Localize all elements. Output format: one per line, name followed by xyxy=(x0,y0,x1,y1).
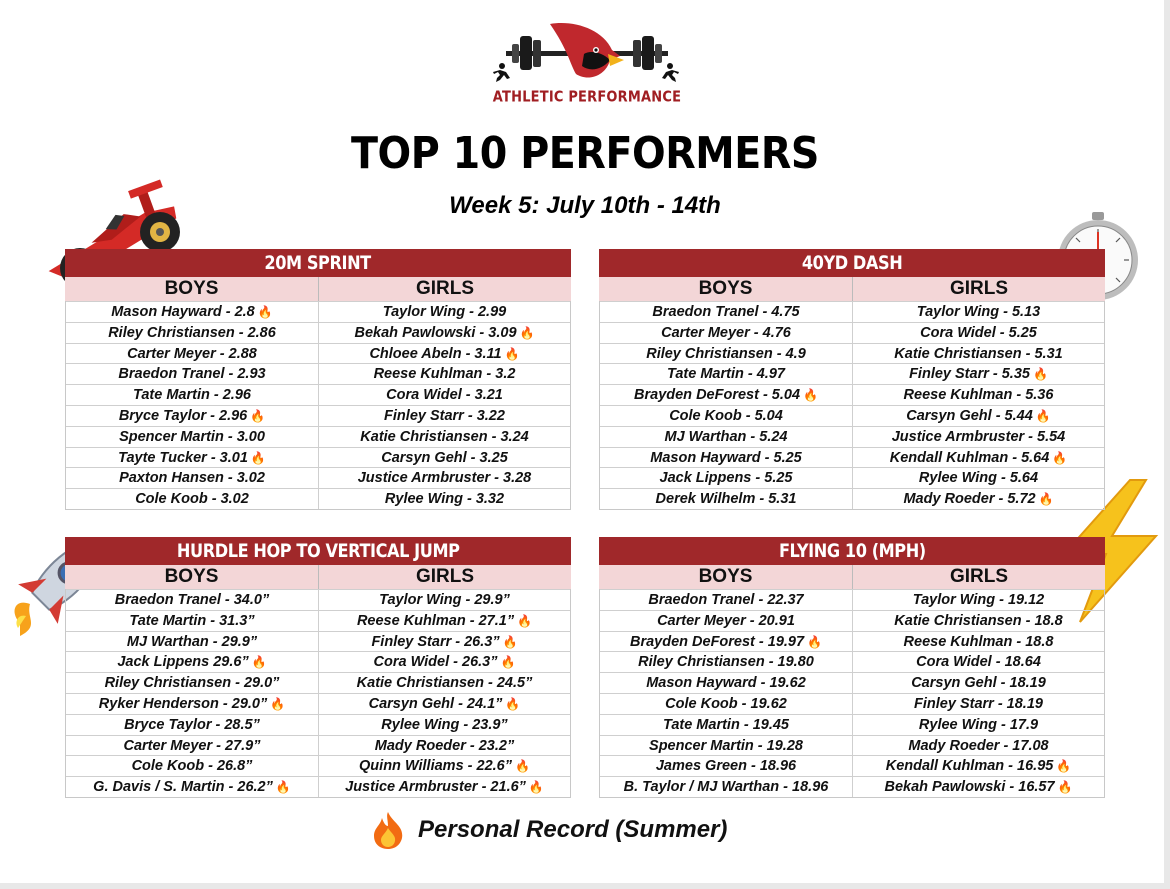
fire-icon xyxy=(370,810,406,850)
logo-text: ATHLETIC PERFORMANCE xyxy=(492,88,682,107)
boys-header: BOYS xyxy=(164,566,219,587)
athlete-result: Cole Koob - 3.02 xyxy=(135,491,249,508)
athlete-result: Cora Widel - 26.3” xyxy=(373,654,498,671)
athlete-result: Riley Christiansen - 4.9 xyxy=(646,345,806,362)
girls-cell xyxy=(852,673,1104,693)
athlete-result: Paxton Hansen - 3.02 xyxy=(119,470,265,487)
athlete-result: Tayte Tucker - 3.01 xyxy=(118,449,248,466)
fire-icon: 🔥 xyxy=(257,305,273,319)
fire-icon: 🔥 xyxy=(515,759,530,774)
girls-cell xyxy=(318,406,570,426)
girls-cell xyxy=(318,448,570,468)
fire-icon: 🔥 xyxy=(250,450,266,465)
column-headers xyxy=(599,565,1105,589)
athlete-result: Mason Hayward - 5.25 xyxy=(650,449,802,466)
athlete-result: Katie Christiansen - 18.8 xyxy=(894,612,1063,629)
athlete-result: Kendall Kuhlman - 5.64 xyxy=(889,449,1050,466)
girls-cell xyxy=(318,673,570,693)
boys-cell xyxy=(66,489,318,509)
column-headers xyxy=(65,277,571,301)
fire-icon: 🔥 xyxy=(1035,408,1051,423)
table-row xyxy=(66,672,570,693)
athlete-result: Reese Kuhlman - 3.2 xyxy=(373,366,516,383)
boys-cell xyxy=(600,756,852,776)
column-headers xyxy=(65,565,571,589)
athlete-result: Taylor Wing - 19.12 xyxy=(912,592,1045,608)
table-row xyxy=(66,405,570,426)
athlete-result: Bekah Pawlowski - 3.09 xyxy=(354,324,517,341)
girls-cell xyxy=(318,468,570,488)
athlete-result: Finley Starr - 18.19 xyxy=(914,695,1043,712)
table-row xyxy=(66,714,570,735)
boys-cell xyxy=(600,632,852,652)
girls-cell xyxy=(318,652,570,672)
athlete-result: B. Taylor / MJ Warthan - 18.96 xyxy=(623,779,829,796)
girls-cell xyxy=(852,694,1104,714)
girls-header: GIRLS xyxy=(318,565,571,589)
table-row xyxy=(600,714,1104,735)
girls-cell xyxy=(852,406,1104,426)
girls-cell xyxy=(852,385,1104,405)
fire-icon: 🔥 xyxy=(1032,367,1048,382)
girls-header: GIRLS xyxy=(318,277,571,301)
athlete-result: MJ Warthan - 5.24 xyxy=(664,428,788,445)
table-row xyxy=(600,776,1104,797)
girls-cell xyxy=(852,427,1104,447)
column-headers xyxy=(599,277,1105,301)
athlete-result: Braedon Tranel - 34.0” xyxy=(114,592,270,608)
boys-cell xyxy=(66,323,318,343)
athlete-result: Mady Roeder - 17.08 xyxy=(908,737,1049,754)
athlete-result: Justice Armbruster - 5.54 xyxy=(891,428,1066,445)
table-row xyxy=(600,589,1104,610)
table-row xyxy=(66,488,570,509)
girls-cell xyxy=(852,632,1104,652)
athlete-result: Rylee Wing - 17.9 xyxy=(918,716,1039,733)
fire-icon: 🔥 xyxy=(275,780,291,795)
girls-cell xyxy=(318,715,570,735)
athlete-result: Chloee Abeln - 3.11 xyxy=(369,345,502,362)
athlete-result: Finley Starr - 26.3” xyxy=(371,633,500,650)
athlete-result: Carter Meyer - 4.76 xyxy=(661,324,791,341)
athlete-result: Taylor Wing - 5.13 xyxy=(916,304,1041,320)
girls-cell xyxy=(852,489,1104,509)
boys-cell xyxy=(66,590,318,610)
athlete-result: Bryce Taylor - 28.5” xyxy=(124,716,260,733)
boys-cell xyxy=(66,694,318,714)
table-row xyxy=(66,301,570,322)
boys-cell xyxy=(66,736,318,756)
page-title: TOP 10 PERFORMERS xyxy=(351,128,819,179)
board-hurdle-hop xyxy=(65,537,571,798)
table-row xyxy=(66,363,570,384)
athlete-result: Katie Christiansen - 5.31 xyxy=(894,345,1063,362)
athlete-result: Braedon Tranel - 4.75 xyxy=(652,304,800,320)
athlete-result: Quinn Williams - 22.6” xyxy=(359,758,512,775)
boys-cell xyxy=(600,673,852,693)
girls-cell xyxy=(318,364,570,384)
table-row xyxy=(600,488,1104,509)
cardinal-barbell-logo xyxy=(492,20,682,90)
fire-icon: 🔥 xyxy=(1057,780,1073,795)
athlete-result: Mady Roeder - 23.2” xyxy=(374,737,515,754)
girls-cell xyxy=(852,611,1104,631)
athlete-result: Carsyn Gehl - 24.1” xyxy=(368,695,503,712)
table-row xyxy=(600,755,1104,776)
fire-icon: 🔥 xyxy=(251,655,267,670)
athlete-result: Mady Roeder - 5.72 xyxy=(903,491,1036,508)
athlete-result: G. Davis / S. Martin - 26.2” xyxy=(93,779,273,796)
girls-cell xyxy=(852,777,1104,797)
girls-cell xyxy=(318,344,570,364)
girls-cell xyxy=(852,448,1104,468)
boys-cell xyxy=(66,385,318,405)
girls-cell xyxy=(318,611,570,631)
fire-icon: 🔥 xyxy=(505,696,521,711)
girls-cell xyxy=(318,323,570,343)
athlete-result: Carter Meyer - 20.91 xyxy=(657,612,795,629)
athlete-result: Jack Lippens - 5.25 xyxy=(659,470,793,487)
boys-cell xyxy=(66,448,318,468)
legend xyxy=(370,810,727,850)
boys-cell xyxy=(600,302,852,322)
fire-icon: 🔥 xyxy=(807,634,823,649)
athlete-result: Riley Christiansen - 29.0” xyxy=(104,675,280,692)
athlete-result: Tate Martin - 19.45 xyxy=(663,716,789,733)
girls-cell xyxy=(852,302,1104,322)
athlete-result: Cora Widel - 5.25 xyxy=(920,324,1037,341)
athletic-performance-logo xyxy=(492,20,682,112)
athlete-result: Brayden DeForest - 5.04 xyxy=(634,387,801,404)
girls-cell xyxy=(318,756,570,776)
table-row xyxy=(66,322,570,343)
athlete-result: Bekah Pawlowski - 16.57 xyxy=(884,779,1055,796)
table-row xyxy=(66,755,570,776)
girls-cell xyxy=(852,364,1104,384)
table-row xyxy=(66,610,570,631)
athlete-result: Reese Kuhlman - 18.8 xyxy=(903,633,1054,650)
athlete-result: Braedon Tranel - 2.93 xyxy=(118,366,266,383)
boys-cell xyxy=(66,344,318,364)
boys-cell xyxy=(600,344,852,364)
athlete-result: Tate Martin - 31.3” xyxy=(129,612,255,629)
table-row xyxy=(66,735,570,756)
athlete-result: Mason Hayward - 2.8 xyxy=(111,304,255,320)
table-row xyxy=(600,363,1104,384)
athlete-result: Finley Starr - 5.35 xyxy=(909,366,1030,383)
board-rows xyxy=(65,589,571,798)
athlete-result: Brayden DeForest - 19.97 xyxy=(629,633,805,650)
table-row xyxy=(66,651,570,672)
boys-cell xyxy=(66,673,318,693)
girls-cell xyxy=(852,736,1104,756)
girls-cell xyxy=(318,694,570,714)
girls-cell xyxy=(318,385,570,405)
girls-header: GIRLS xyxy=(852,277,1105,301)
board-40yd-dash xyxy=(599,249,1105,510)
boys-cell xyxy=(600,364,852,384)
athlete-result: Cole Koob - 5.04 xyxy=(669,407,783,424)
girls-cell xyxy=(852,344,1104,364)
girls-cell xyxy=(852,756,1104,776)
fire-icon: 🔥 xyxy=(504,346,520,361)
athlete-result: Reese Kuhlman - 5.36 xyxy=(903,387,1054,404)
boys-cell xyxy=(600,385,852,405)
fire-icon: 🔥 xyxy=(1052,450,1068,465)
athlete-result: Justice Armbruster - 21.6” xyxy=(345,779,526,796)
boys-cell xyxy=(66,468,318,488)
athlete-result: Rylee Wing - 23.9” xyxy=(381,716,508,733)
boys-cell xyxy=(600,448,852,468)
board-title: 40YD DASH xyxy=(599,249,1105,277)
athlete-result: Carsyn Gehl - 18.19 xyxy=(911,675,1046,692)
boys-cell xyxy=(66,652,318,672)
table-row xyxy=(600,447,1104,468)
boys-cell xyxy=(66,302,318,322)
table-row xyxy=(66,693,570,714)
athlete-result: Riley Christiansen - 2.86 xyxy=(108,324,276,341)
table-row xyxy=(600,322,1104,343)
athlete-result: Spencer Martin - 19.28 xyxy=(649,737,803,754)
athlete-result: James Green - 18.96 xyxy=(655,758,797,775)
page-subtitle: Week 5: July 10th - 14th xyxy=(449,192,721,219)
fire-icon: 🔥 xyxy=(519,325,535,340)
fire-icon: 🔥 xyxy=(250,408,266,423)
athlete-result: Rylee Wing - 5.64 xyxy=(918,470,1039,487)
girls-cell xyxy=(318,632,570,652)
board-rows xyxy=(599,589,1105,798)
board-title: 20M SPRINT xyxy=(65,249,571,277)
table-row xyxy=(600,301,1104,322)
table-row xyxy=(600,467,1104,488)
athlete-result: Mason Hayward - 19.62 xyxy=(646,675,806,692)
boys-header: BOYS xyxy=(164,278,219,299)
athlete-result: Katie Christiansen - 3.24 xyxy=(360,428,529,445)
athlete-result: Reese Kuhlman - 27.1” xyxy=(356,612,515,629)
boys-cell xyxy=(66,611,318,631)
boys-cell xyxy=(600,777,852,797)
athlete-result: Justice Armbruster - 3.28 xyxy=(357,470,532,487)
girls-cell xyxy=(318,302,570,322)
athlete-result: Bryce Taylor - 2.96 xyxy=(118,407,248,424)
boys-cell xyxy=(66,715,318,735)
boys-cell xyxy=(600,427,852,447)
table-row xyxy=(600,735,1104,756)
boys-cell xyxy=(66,632,318,652)
athlete-result: Kendall Kuhlman - 16.95 xyxy=(885,758,1054,775)
athlete-result: Cora Widel - 3.21 xyxy=(386,387,503,404)
table-row xyxy=(600,343,1104,364)
table-row xyxy=(66,631,570,652)
athlete-result: Braedon Tranel - 22.37 xyxy=(648,592,804,608)
athlete-result: Carsyn Gehl - 3.25 xyxy=(381,449,508,466)
boys-header: BOYS xyxy=(698,278,753,299)
athlete-result: Spencer Martin - 3.00 xyxy=(119,428,265,445)
boys-cell xyxy=(600,590,852,610)
boys-cell xyxy=(600,736,852,756)
legend-text: Personal Record (Summer) xyxy=(418,816,728,843)
board-20m-sprint xyxy=(65,249,571,510)
table-row xyxy=(600,405,1104,426)
boys-cell xyxy=(600,694,852,714)
table-row xyxy=(600,426,1104,447)
boys-cell xyxy=(600,323,852,343)
girls-cell xyxy=(852,323,1104,343)
board-flying-10 xyxy=(599,537,1105,798)
table-row xyxy=(600,631,1104,652)
athlete-result: MJ Warthan - 29.9” xyxy=(126,633,258,650)
fire-icon: 🔥 xyxy=(500,655,516,670)
boys-cell xyxy=(66,777,318,797)
boys-header: BOYS xyxy=(698,566,753,587)
board-title: FLYING 10 (MPH) xyxy=(599,537,1105,565)
board-rows xyxy=(599,301,1105,510)
boys-cell xyxy=(600,715,852,735)
athlete-result: Cole Koob - 26.8” xyxy=(131,758,253,775)
athlete-result: Carsyn Gehl - 5.44 xyxy=(906,407,1033,424)
table-row xyxy=(66,467,570,488)
boys-cell xyxy=(600,489,852,509)
table-row xyxy=(66,776,570,797)
athlete-result: Jack Lippens 29.6” xyxy=(117,654,249,671)
athlete-result: Katie Christiansen - 24.5” xyxy=(356,675,533,692)
fire-icon: 🔥 xyxy=(1056,759,1072,774)
boys-cell xyxy=(600,406,852,426)
athlete-result: Derek Wilhelm - 5.31 xyxy=(655,491,797,508)
board-title: HURDLE HOP TO VERTICAL JUMP xyxy=(65,537,571,565)
girls-cell xyxy=(852,468,1104,488)
girls-cell xyxy=(318,736,570,756)
girls-header: GIRLS xyxy=(852,565,1105,589)
girls-cell xyxy=(318,590,570,610)
table-row xyxy=(66,343,570,364)
athlete-result: Finley Starr - 3.22 xyxy=(384,407,505,424)
boys-cell xyxy=(66,364,318,384)
board-rows xyxy=(65,301,571,510)
table-row xyxy=(600,384,1104,405)
athlete-result: Taylor Wing - 2.99 xyxy=(382,304,507,320)
athlete-result: Cora Widel - 18.64 xyxy=(916,654,1041,671)
athlete-result: Carter Meyer - 27.9” xyxy=(123,737,261,754)
fire-icon: 🔥 xyxy=(502,634,518,649)
athlete-result: Taylor Wing - 29.9” xyxy=(379,592,510,608)
athlete-result: Ryker Henderson - 29.0” xyxy=(98,695,268,712)
table-row xyxy=(66,384,570,405)
table-row xyxy=(600,693,1104,714)
fire-icon: 🔥 xyxy=(270,696,286,711)
athlete-result: Cole Koob - 19.62 xyxy=(665,695,787,712)
fire-icon: 🔥 xyxy=(517,613,533,628)
boys-cell xyxy=(600,468,852,488)
fire-icon: 🔥 xyxy=(1038,492,1054,507)
girls-cell xyxy=(318,777,570,797)
athlete-result: Carter Meyer - 2.88 xyxy=(127,345,257,362)
table-row xyxy=(66,589,570,610)
table-row xyxy=(600,651,1104,672)
boys-cell xyxy=(66,427,318,447)
table-row xyxy=(66,447,570,468)
table-row xyxy=(600,610,1104,631)
boys-cell xyxy=(600,611,852,631)
athlete-result: Rylee Wing - 3.32 xyxy=(384,491,505,508)
athlete-result: Tate Martin - 2.96 xyxy=(133,387,251,404)
athlete-result: Riley Christiansen - 19.80 xyxy=(638,654,814,671)
boys-cell xyxy=(600,652,852,672)
girls-cell xyxy=(318,489,570,509)
boys-cell xyxy=(66,406,318,426)
girls-cell xyxy=(852,590,1104,610)
table-row xyxy=(600,672,1104,693)
girls-cell xyxy=(852,652,1104,672)
boys-cell xyxy=(66,756,318,776)
athlete-result: Tate Martin - 4.97 xyxy=(667,366,785,383)
table-row xyxy=(66,426,570,447)
fire-icon: 🔥 xyxy=(528,780,544,795)
girls-cell xyxy=(852,715,1104,735)
girls-cell xyxy=(318,427,570,447)
fire-icon: 🔥 xyxy=(803,388,818,403)
